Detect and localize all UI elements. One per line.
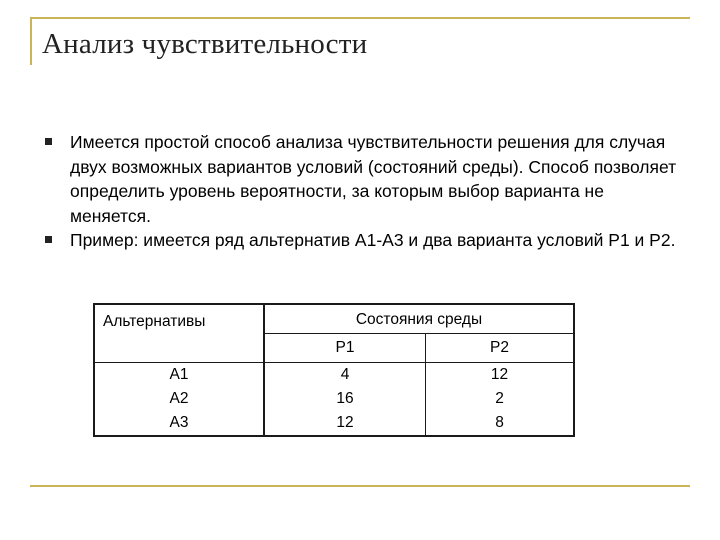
alternatives-table: [93, 303, 575, 437]
cell-p1: 16: [264, 387, 426, 411]
slide-title: Анализ чувствительности: [42, 28, 368, 60]
header-p1: Р1: [264, 334, 426, 363]
cell-p2: 2: [495, 390, 504, 407]
cell-p2: 8: [495, 414, 504, 431]
bullet-item: [42, 130, 682, 228]
cell-alt: А3: [95, 411, 264, 435]
header-alternatives: Альтернативы: [95, 305, 264, 363]
header-p2: Р2: [426, 334, 574, 363]
bullet-list: [42, 130, 682, 253]
cell-p1: 12: [264, 411, 426, 435]
header-states: Состояния среды: [264, 305, 573, 334]
cell-p2: 12: [490, 366, 509, 383]
square-bullet-icon: [45, 236, 52, 243]
bottom-accent-line: [30, 485, 690, 487]
bullet-text: Имеется простой способ анализа чувствительности решения для случая двух возможных вариантов условий (состояний среды). Способ позволяет определить уровень вероятности, за которым выбор варианта не меняется.: [70, 132, 677, 226]
bullet-item: [42, 228, 682, 253]
cell-p1: 4: [264, 363, 426, 388]
table-row: [95, 411, 573, 435]
cell-alt: А1: [95, 363, 264, 388]
table-row: [95, 387, 573, 411]
bullet-text: Пример: имеется ряд альтернатив А1-А3 и два варианта условий Р1 и Р2.: [70, 230, 676, 250]
top-accent-line: [30, 17, 690, 19]
table-row: [95, 363, 573, 388]
left-accent-line: [30, 17, 32, 65]
cell-alt: А2: [95, 387, 264, 411]
square-bullet-icon: [45, 138, 52, 145]
